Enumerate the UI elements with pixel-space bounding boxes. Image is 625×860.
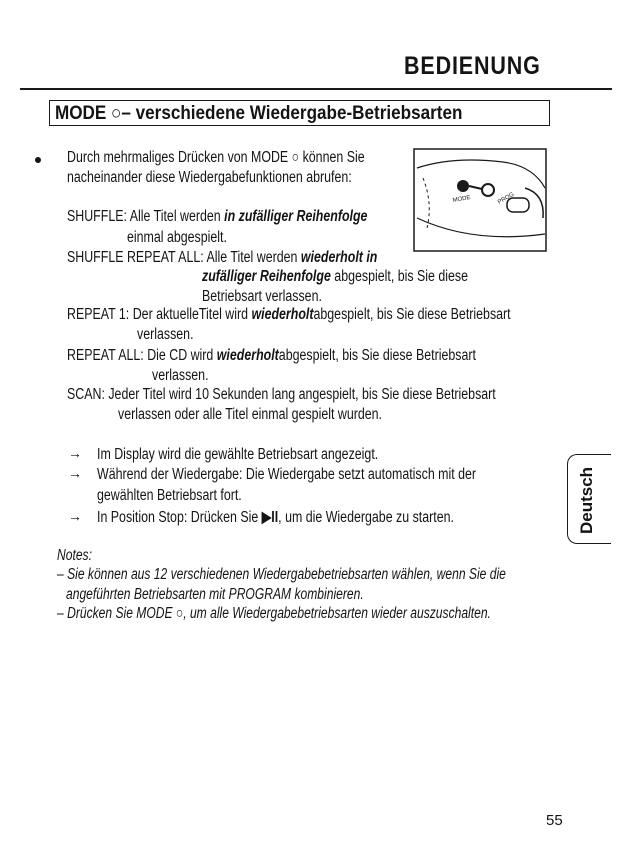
player-panel [525,188,543,218]
mode-shuffle-repeat-all-label: SHUFFLE REPEAT ALL: [67,249,204,266]
bullet-dot [35,157,41,163]
mode-repeat-all-line-1: REPEAT ALL: Die CD wird wiederholtabgespielt, bis Sie diese Betriebsart [67,347,476,364]
intro-line-2: nacheinander diese Wiedergabefunktionen abrufen: [67,169,352,186]
note-1-line-1: – Sie können aus 12 verschiedenen Wiedergabebetriebsarten wählen, wenn Sie die [57,566,506,583]
mode-scan-line-2: verlassen oder alle Titel einmal gespielt wurden. [118,406,382,423]
language-tab-label: Deutsch [577,466,596,534]
mode-circle-icon: ○ [111,103,122,124]
mode-shuffle-repeat-all-line-3: Betriebsart verlassen. [202,288,322,305]
page-header-title: BEDIENUNG [404,52,541,80]
mode-repeat1-label: REPEAT 1: [67,306,130,323]
mode-label: MODE [452,194,472,204]
arrow-icon: → [68,465,82,481]
note-1-line-2: angeführten Betriebsarten mit PROGRAM kombinieren. [66,586,364,603]
result-line-2b: gewählten Betriebsart fort. [97,487,242,504]
intro-line-1: Durch mehrmaliges Drücken von MODE ○ können Sie [67,149,365,166]
mode-shuffle-line-1: SHUFFLE: Alle Titel werden in zufälliger Reihenfolge [67,208,368,225]
mode-scan-line-1: SCAN: Jeder Titel wird 10 Sekunden lang angespielt, bis Sie diese Betriebsart [67,386,496,403]
mode-scan-label: SCAN: [67,386,105,403]
section-title [55,103,462,125]
mode-shuffle-repeat-all-line-2: zufälliger Reihenfolge abgespielt, bis Sie diese [202,268,469,285]
button-link-line [469,186,482,189]
header-rule [20,88,612,90]
result-line-3: In Position Stop: Drücken Sie ▶II, um die Wiedergabe zu starten. [97,509,454,526]
skip-buttons-icon [507,198,529,212]
emphasis: wiederholt [216,347,279,364]
play-pause-key-icon: ▶II [261,509,279,526]
section-title-text: – verschiedene Wiedergabe-Betriebsarten [121,103,463,124]
mode-repeat1-line-1: REPEAT 1: Der aktuelleTitel wird wiederholtabgespielt, bis Sie diese Betriebsart [67,306,511,323]
section-title-mode: MODE [55,103,107,124]
mode-repeat-all-line-2: verlassen. [152,367,209,384]
cd-player-illustration [413,148,547,252]
prog-button-icon [482,184,494,196]
mode-repeat1-line-2: verlassen. [137,326,194,343]
result-line-2a: Während der Wiedergabe: Die Wiedergabe setzt automatisch mit der [97,466,477,483]
player-lower-curve [417,218,545,237]
mode-shuffle-label: SHUFFLE: [67,208,127,225]
notes-heading: Notes: [57,547,92,564]
emphasis: wiederholt [251,306,314,323]
page-number: 55 [546,812,563,829]
mode-shuffle-line-2: einmal abgespielt. [127,229,227,246]
note-2: – Drücken Sie MODE ○, um alle Wiedergabebetriebsarten wieder auszuschalten. [57,605,491,622]
arrow-icon: → [68,445,82,461]
player-body-curve [417,160,545,188]
emphasis: zufälliger Reihenfolge [202,268,331,285]
arrow-icon: → [68,508,82,524]
emphasis: wiederholt in [300,249,378,266]
mode-shuffle-repeat-all-line-1: SHUFFLE REPEAT ALL: Alle Titel werden wiederholt in [67,249,378,266]
mode-repeat-all-label: REPEAT ALL: [67,347,144,364]
emphasis: in zufälliger Reihenfolge [224,208,368,225]
mode-button-icon [457,180,469,192]
result-line-1: Im Display wird die gewählte Betriebsart angezeigt. [97,446,379,463]
prog-label: PROG [497,191,516,206]
